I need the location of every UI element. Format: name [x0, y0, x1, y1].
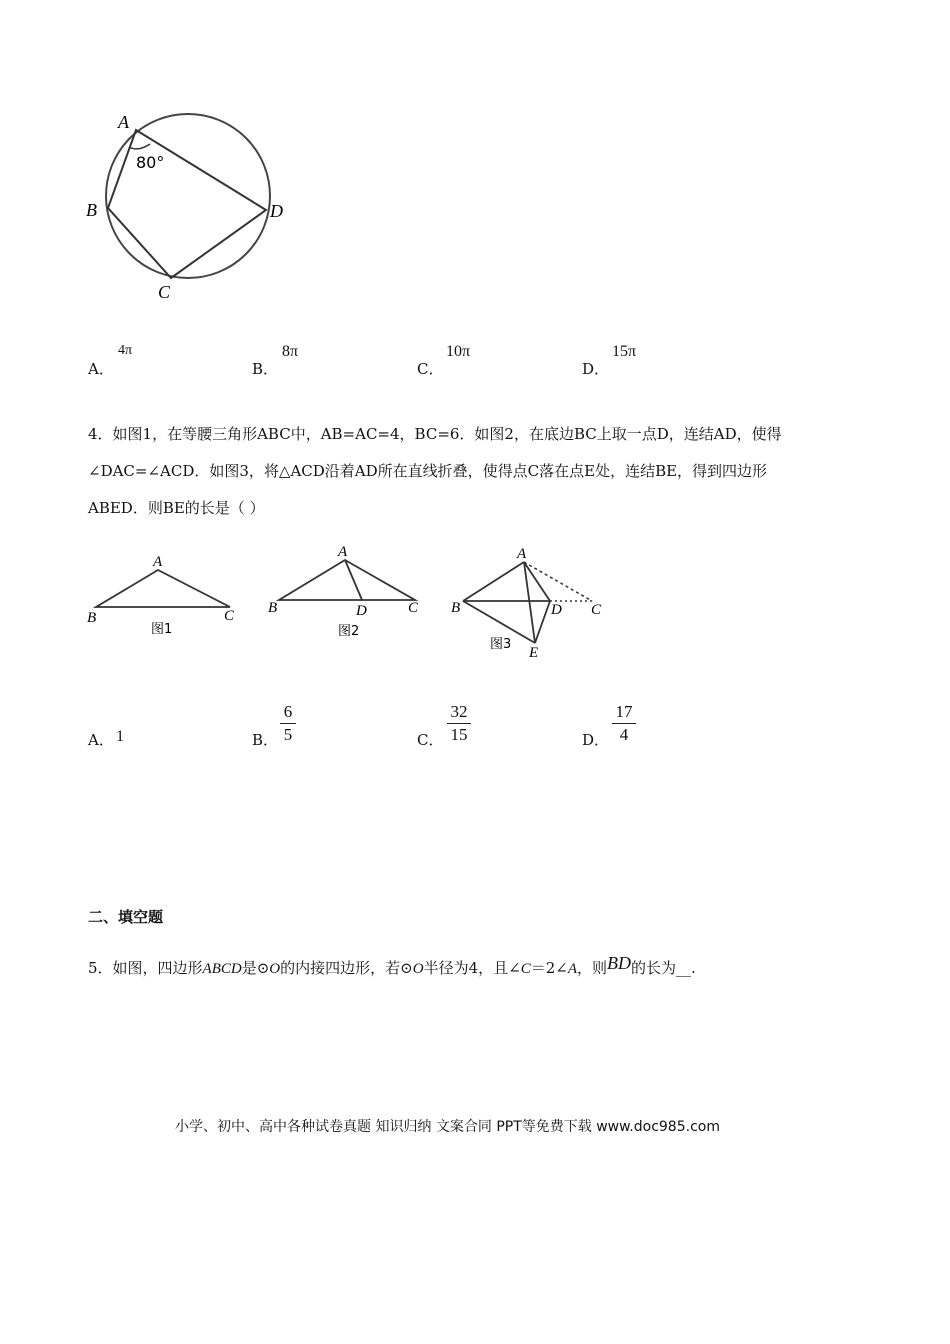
label-a: A	[118, 112, 129, 132]
dashed-ac	[524, 562, 592, 601]
q5-a: A	[567, 961, 577, 977]
fig1-caption: 图1	[151, 622, 173, 637]
segment-de	[535, 601, 550, 643]
q4-option-d-denominator: 4	[619, 725, 629, 744]
q4-option-c-denominator: 15	[450, 725, 468, 744]
label-b: B	[86, 200, 97, 220]
q3-option-d-label: D．	[582, 360, 610, 378]
q5-mid2: 的内接四边形，若⊙	[280, 959, 413, 977]
label-d: D	[270, 201, 283, 221]
q5-mid4: ＝2∠	[530, 959, 568, 977]
fraction-bar	[447, 723, 471, 724]
page-footer: 小学、初中、高中各种试卷真题 知识归纳 文案合同 PPT等免费下载 www.doc985.com	[175, 1119, 720, 1135]
q4-option-b-numerator: 6	[283, 702, 293, 721]
figure-3	[451, 546, 602, 661]
q5-suffix: 的长为__.	[631, 959, 696, 977]
q3-circle-figure	[80, 100, 310, 310]
q3-option-c-value: 10π	[446, 343, 471, 360]
fraction-bar	[612, 723, 636, 724]
q4-option-b-denominator: 5	[283, 725, 293, 744]
q5-mid5: ，则	[577, 959, 608, 977]
fig3-label-d: D	[551, 602, 562, 618]
q4-option-a-label: A．	[88, 731, 114, 749]
q3-option-a-label: A．	[88, 360, 114, 378]
q5-mid3: 半径为4，且∠	[423, 959, 521, 977]
q5-bd: BD	[607, 953, 632, 973]
q5-text	[88, 953, 696, 979]
q4-option-c-fraction	[447, 702, 471, 745]
segment-ad	[345, 560, 362, 600]
fig2-caption: 图2	[338, 624, 360, 639]
q5-c: C	[520, 961, 531, 977]
section-title-fill-blank: 二、填空题	[88, 908, 164, 926]
figure-2	[268, 544, 419, 639]
fig2-label-d: D	[356, 603, 367, 619]
q4-option-d-numerator: 17	[615, 702, 633, 721]
label-c: C	[158, 282, 171, 302]
q3-option-d-value: 15π	[612, 343, 637, 360]
fig1-label-c: C	[224, 608, 235, 624]
q4-option-b-fraction	[280, 702, 296, 745]
segment-ab	[463, 562, 524, 601]
fig3-label-b: B	[451, 600, 461, 616]
q5-abcd: ABCD	[202, 961, 242, 977]
q4-line-2: ∠DAC=∠ACD．如图3，将△ACD沿着AD所在直线折叠，使得点C落在点E处，连结BE，得到四边形	[88, 462, 768, 480]
fig2-label-b: B	[268, 600, 278, 616]
q4-option-a-value: 1	[116, 728, 124, 745]
triangle-abc	[96, 570, 230, 607]
angle-arc	[129, 144, 150, 149]
fig3-label-a: A	[517, 546, 527, 562]
q4-line-1: 4．如图1，在等腰三角形ABC中，AB=AC=4，BC=6．如图2，在底边BC上取一点D，连结AD，使得	[88, 425, 782, 443]
fig3-label-c: C	[591, 602, 602, 618]
q4-option-d-fraction	[612, 702, 636, 745]
fig3-caption: 图3	[490, 637, 512, 652]
q4-line-3: ABED．则BE的长是（ ）	[88, 499, 265, 517]
fig2-label-c: C	[408, 600, 419, 616]
q5-prefix: 5．如图，四边形	[88, 959, 203, 977]
segment-ae	[524, 562, 535, 643]
q5-o1: O	[269, 961, 281, 977]
q4-option-c-label: C．	[417, 731, 444, 749]
q5-mid1: 是⊙	[241, 959, 270, 977]
fig1-label-b: B	[87, 610, 97, 626]
q3-option-b-label: B．	[252, 360, 279, 378]
fraction-bar	[280, 723, 296, 724]
circumcircle	[106, 114, 270, 278]
fig1-label-a: A	[153, 554, 163, 570]
q4-option-d-label: D．	[582, 731, 610, 749]
fig3-label-e: E	[529, 645, 539, 661]
q5-o2: O	[412, 961, 424, 977]
figure-1	[87, 554, 235, 637]
q3-option-b-value: 8π	[282, 343, 299, 360]
q3-option-a-value: 4π	[118, 343, 133, 358]
fig2-label-a: A	[338, 544, 348, 560]
q3-option-c-label: C．	[417, 360, 444, 378]
q4-option-c-numerator: 32	[450, 702, 468, 721]
q4-option-b-label: B．	[252, 731, 279, 749]
angle-label: 80°	[136, 153, 165, 172]
q4-figures	[80, 540, 620, 665]
